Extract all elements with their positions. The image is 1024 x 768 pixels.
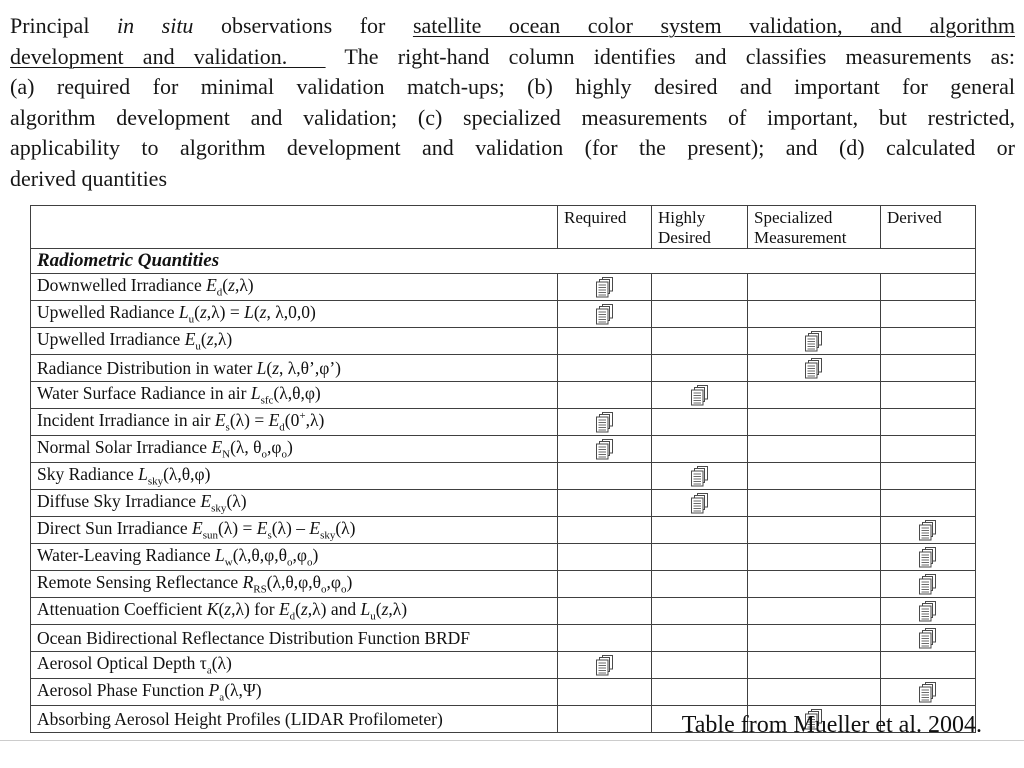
header-specialized-measurement: Specialized Measurement (748, 206, 881, 249)
cell-derived (881, 544, 976, 571)
cell-derived (881, 625, 976, 652)
cell-highly-desired (652, 625, 748, 652)
table-row (31, 598, 976, 625)
cell-required (558, 301, 652, 328)
table-row (31, 409, 976, 436)
cell-derived (881, 436, 976, 463)
paragraph-line (10, 133, 1015, 164)
cell-specialized (748, 274, 881, 301)
paragraph-line (10, 72, 1015, 103)
row-label: Remote Sensing Reflectance $R_{RS}(\lambda,\theta,\varphi,\theta_o,\varphi_o)$ (31, 571, 558, 598)
table-row (31, 625, 976, 652)
row-label: Direct Sun Irradiance $E_{sun}(\lambda) = E_s(\lambda) - E_{sky}(\lambda)$ (31, 517, 558, 544)
text-segment: Principal (10, 13, 117, 38)
cell-required (558, 598, 652, 625)
cell-specialized (748, 625, 881, 652)
cell-specialized (748, 328, 881, 355)
cell-required (558, 517, 652, 544)
table-row (31, 355, 976, 382)
row-label: Ocean Bidirectional Reflectance Distribution Function BRDF (31, 625, 558, 652)
document-stack-icon (691, 493, 709, 514)
cell-specialized (748, 679, 881, 706)
cell-derived (881, 463, 976, 490)
cell-highly-desired (652, 274, 748, 301)
cell-specialized (748, 409, 881, 436)
document-stack-icon (919, 601, 937, 622)
cell-required (558, 652, 652, 679)
header-derived: Derived (881, 206, 976, 249)
cell-required (558, 679, 652, 706)
row-label: Normal Solar Irradiance $E_N(\lambda$, $\theta_o,\varphi_o$) (31, 436, 558, 463)
table-row (31, 652, 976, 679)
cell-required (558, 625, 652, 652)
cell-highly-desired (652, 571, 748, 598)
row-label: Downwelled Irradiance $E_d(z,\lambda)$ (31, 274, 558, 301)
row-label: Sky Radiance $L_{sky}(\lambda,\theta,\varphi)$ (31, 463, 558, 490)
cell-specialized (748, 544, 881, 571)
paragraph-line (10, 103, 1015, 134)
text-segment: applicability to algorithm development and validation (for the present); and (d) calculated or (10, 135, 1015, 161)
cell-required (558, 409, 652, 436)
row-label: Water Surface Radiance in air $L_{sfc}(\lambda,\theta,\varphi)$ (31, 382, 558, 409)
cell-highly-desired (652, 517, 748, 544)
table-row (31, 382, 976, 409)
cell-required (558, 463, 652, 490)
table-row (31, 517, 976, 544)
cell-required (558, 274, 652, 301)
cell-derived (881, 328, 976, 355)
section-title: Radiometric Quantities (31, 249, 976, 274)
document-stack-icon (919, 574, 937, 595)
cell-required (558, 382, 652, 409)
header-highly-desired: Highly Desired (652, 206, 748, 249)
text-segment: satellite ocean color system validation, and algorithm (412, 13, 1016, 38)
cell-highly-desired (652, 409, 748, 436)
table-source-caption: Table from Mueller et al. 2004. (681, 712, 982, 738)
cell-specialized (748, 652, 881, 679)
table-row (31, 544, 976, 571)
cell-required (558, 544, 652, 571)
cell-highly-desired (652, 544, 748, 571)
table-row (31, 679, 976, 706)
cell-derived (881, 571, 976, 598)
document-stack-icon (691, 466, 709, 487)
cell-derived (881, 274, 976, 301)
table-row (31, 301, 976, 328)
cell-highly-desired (652, 679, 748, 706)
document-stack-icon (805, 331, 823, 352)
row-label: Diffuse Sky Irradiance $E_{sky}(\lambda)$ (31, 490, 558, 517)
cell-specialized (748, 382, 881, 409)
row-label: Upwelled Irradiance $E_u(z,\lambda)$ (31, 328, 558, 355)
row-label: Upwelled Radiance $L_u(z,\lambda) = L(z$, λ,0,0) (31, 301, 558, 328)
cell-required (558, 571, 652, 598)
cell-highly-desired (652, 301, 748, 328)
cell-specialized (748, 463, 881, 490)
document-stack-icon (919, 628, 937, 649)
document-stack-icon (596, 412, 614, 433)
cell-derived (881, 517, 976, 544)
document-stack-icon (919, 547, 937, 568)
table-row (31, 490, 976, 517)
cell-derived (881, 409, 976, 436)
document-stack-icon (919, 682, 937, 703)
document-stack-icon (596, 277, 614, 298)
cell-highly-desired (652, 490, 748, 517)
cell-highly-desired (652, 382, 748, 409)
row-label: Water-Leaving Radiance $L_w(\lambda,\theta,\varphi,\theta_o,\varphi_o)$ (31, 544, 558, 571)
table-row (31, 328, 976, 355)
cell-specialized (748, 517, 881, 544)
cell-highly-desired (652, 355, 748, 382)
row-label: Aerosol Phase Function $P_a(\lambda,\Psi)$ (31, 679, 558, 706)
cell-specialized (748, 355, 881, 382)
cell-required (558, 436, 652, 463)
observations-table (30, 205, 976, 733)
text-segment: observations for (193, 13, 413, 38)
text-segment: (a) required for minimal validation match-ups; (b) highly desired and important for general (10, 74, 1015, 100)
cell-specialized (748, 301, 881, 328)
cell-highly-desired (652, 652, 748, 679)
row-label: Aerosol Optical Depth $\tau_a(\lambda)$ (31, 652, 558, 679)
document-stack-icon (919, 520, 937, 541)
table-row (31, 571, 976, 598)
document-stack-icon (805, 358, 823, 379)
cell-highly-desired (652, 463, 748, 490)
document-stack-icon (596, 655, 614, 676)
paragraph-line (10, 42, 1015, 73)
cell-specialized (748, 436, 881, 463)
cell-specialized (748, 598, 881, 625)
cell-specialized (748, 490, 881, 517)
cell-derived (881, 355, 976, 382)
text-segment: algorithm development and validation; (c) specialized measurements of important, but restricted, (10, 104, 1015, 130)
row-label: Attenuation Coefficient K(z,λ) for $E_d(z,\lambda)$ and $L_u(z,\lambda)$ (31, 598, 558, 625)
table-row (31, 274, 976, 301)
text-segment: in situ (116, 13, 194, 38)
cell-highly-desired (652, 598, 748, 625)
header-blank (31, 206, 558, 249)
cell-highly-desired (652, 436, 748, 463)
document-stack-icon (691, 385, 709, 406)
text-segment: development and validation. (10, 43, 326, 69)
paragraph-line (10, 11, 1015, 42)
cell-derived (881, 490, 976, 517)
table-row (31, 463, 976, 490)
intro-paragraph (10, 11, 1015, 195)
cell-derived (881, 652, 976, 679)
cell-specialized (748, 571, 881, 598)
header-required: Required (558, 206, 652, 249)
cell-required (558, 706, 652, 733)
row-label: Radiance Distribution in water L(z, λ,θ’,φ’) (31, 355, 558, 382)
document-stack-icon (596, 304, 614, 325)
text-segment: The right-hand column identifies and classifies measurements as: (325, 43, 1016, 69)
section-row (31, 249, 976, 274)
bottom-divider (0, 740, 1024, 741)
document-stack-icon (596, 439, 614, 460)
cell-derived (881, 301, 976, 328)
cell-required (558, 490, 652, 517)
cell-derived (881, 598, 976, 625)
paragraph-line (10, 164, 1015, 195)
table-row (31, 436, 976, 463)
cell-derived (881, 382, 976, 409)
table-header-row (31, 206, 976, 249)
row-label: Incident Irradiance in air $E_s(\lambda) = E_d(0^+,\lambda)$ (31, 409, 558, 436)
cell-required (558, 328, 652, 355)
text-segment: derived quantities (10, 165, 168, 191)
cell-highly-desired (652, 328, 748, 355)
row-label: Absorbing Aerosol Height Profiles (LIDAR Profilometer) (31, 706, 558, 733)
cell-required (558, 355, 652, 382)
cell-derived (881, 679, 976, 706)
